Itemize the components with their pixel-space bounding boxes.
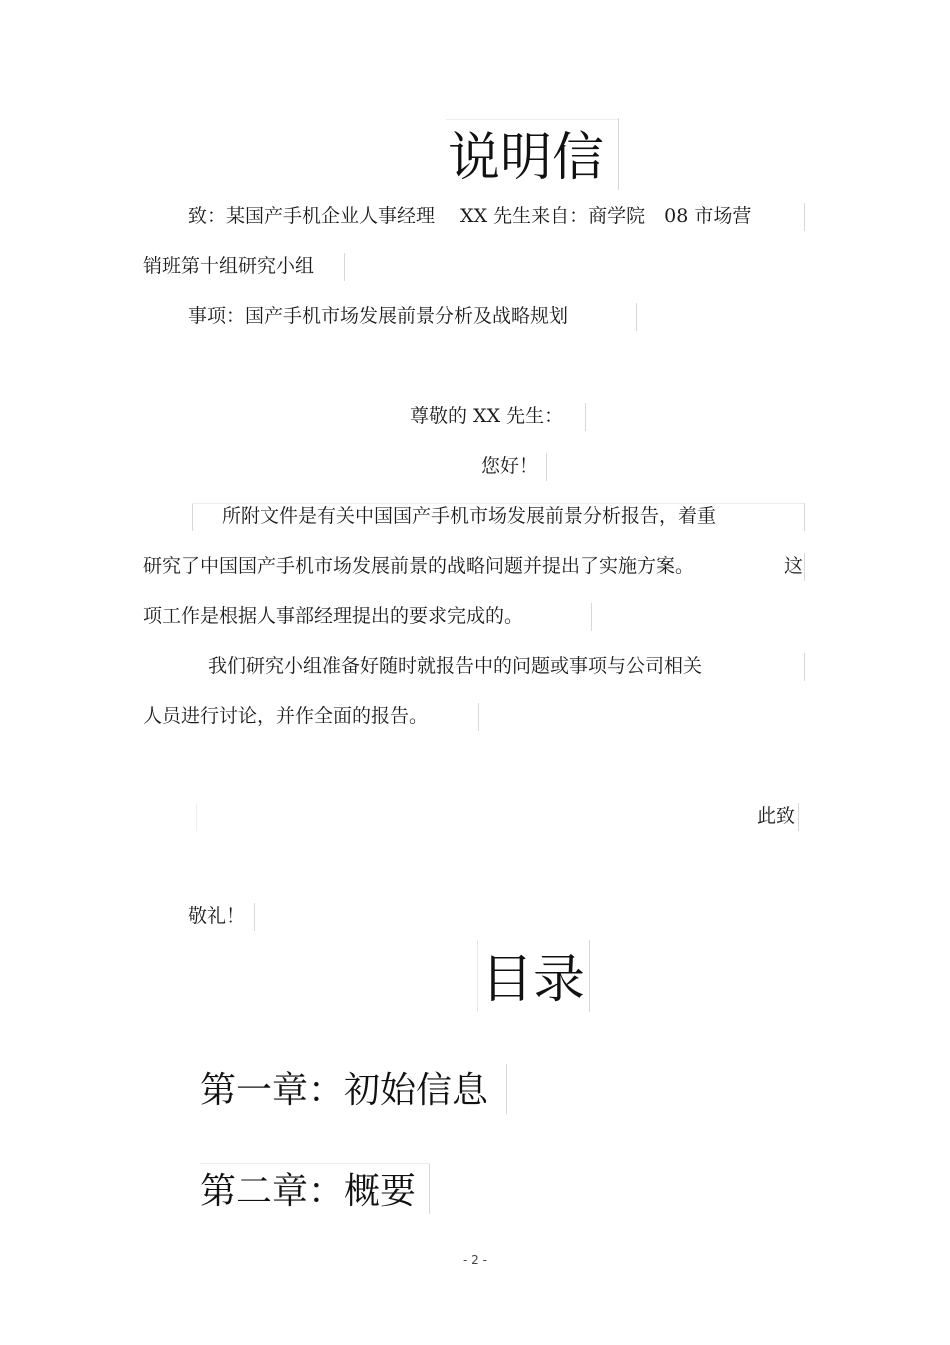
regards: 敬礼！	[188, 905, 246, 927]
text-box-edge	[506, 1064, 507, 1114]
paragraph-1-line-2-tail: 这	[784, 555, 804, 577]
paragraph-2-line-1: 我们研究小组准备好随时就报告中的问题或事项与公司相关	[208, 655, 703, 677]
recipient-line-continued: 销班第十组研究小组	[143, 255, 315, 277]
text-box-edge	[192, 503, 193, 531]
subject-line: 事项：国产手机市场发展前景分析及战略规划	[188, 305, 569, 327]
text-box-edge	[446, 119, 618, 120]
letter-title: 说明信	[448, 128, 605, 188]
toc-item-chapter-1[interactable]: 第一章：初始信息	[200, 1070, 489, 1111]
text-box-edge	[804, 203, 805, 231]
text-box-edge	[804, 503, 805, 531]
text-box-edge	[618, 118, 619, 190]
paragraph-1-line-3: 项工作是根据人事部经理提出的要求完成的。	[143, 605, 524, 627]
page-number: - 2 -	[463, 1253, 487, 1267]
text-box-edge	[196, 803, 197, 831]
text-box-edge	[344, 253, 345, 281]
greeting: 您好！	[481, 455, 539, 477]
text-box-edge	[429, 1164, 430, 1214]
text-box-edge	[200, 1163, 430, 1164]
paragraph-2-line-2: 人员进行讨论，并作全面的报告。	[143, 705, 429, 727]
closing: 此致	[757, 805, 796, 827]
paragraph-1-line-2: 研究了中国国产手机市场发展前景的战略问题并提出了实施方案。	[143, 555, 695, 577]
text-box-edge	[636, 303, 637, 331]
text-box-edge	[589, 940, 590, 1012]
text-box-edge	[546, 453, 547, 481]
recipient-line: 致：某国产手机企业人事经理 XX 先生来自：商学院 08 市场营	[188, 205, 752, 227]
salutation: 尊敬的 XX 先生：	[410, 405, 564, 427]
text-box-edge	[585, 403, 586, 431]
toc-item-chapter-2[interactable]: 第二章：概要	[200, 1171, 417, 1212]
text-box-edge	[798, 803, 799, 831]
text-box-edge	[192, 503, 804, 504]
paragraph-1-line-1: 所附文件是有关中国国产手机市场发展前景分析报告，着重	[222, 505, 717, 527]
text-box-edge	[804, 653, 805, 681]
text-box-edge	[804, 553, 805, 581]
text-box-edge	[591, 603, 592, 631]
text-box-edge	[477, 940, 478, 1012]
toc-title: 目录	[481, 950, 586, 1010]
text-box-edge	[478, 703, 479, 731]
text-box-edge	[254, 903, 255, 931]
